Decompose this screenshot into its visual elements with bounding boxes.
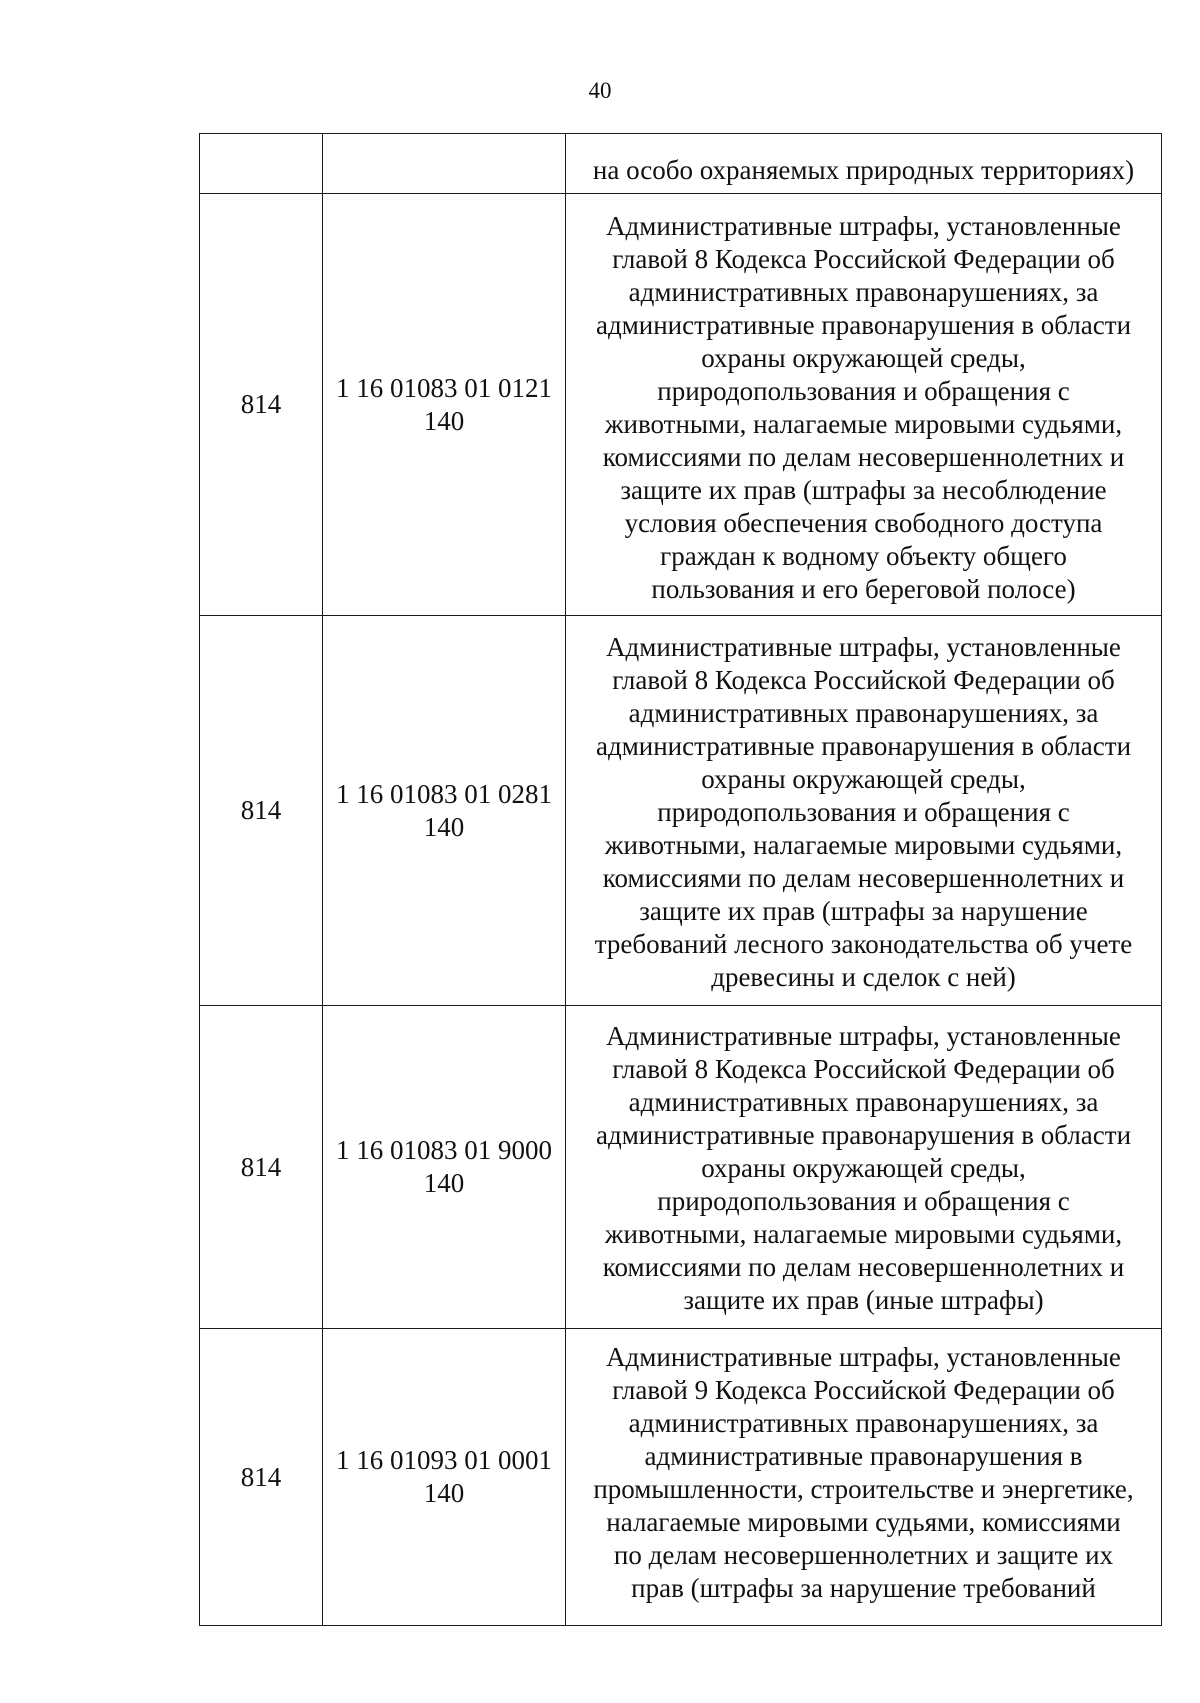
table-row (200, 616, 1162, 1006)
table-row (200, 194, 1162, 616)
table-row (200, 134, 1162, 194)
budget-code-cell: 1 16 01093 01 0001 140 (323, 1329, 566, 1626)
description-cell: Административные штрафы, установленные главой 9 Кодекса Российской Федерации об административных правонарушениях, за административные правонарушения в промышленности, строительстве и энергетике, налагаемые мировыми судьями, комиссиями по делам несовершеннолетних и защите их прав (штрафы за нарушение требований (566, 1329, 1162, 1626)
admin-code-cell: 814 (200, 1006, 323, 1329)
budget-code-cell: 1 16 01083 01 9000 140 (323, 1006, 566, 1329)
budget-code-cell (323, 134, 566, 194)
page-number: 40 (588, 78, 612, 103)
table-row (200, 1329, 1162, 1626)
description-cell: Административные штрафы, установленные главой 8 Кодекса Российской Федерации об административных правонарушениях, за административные правонарушения в области охраны окружающей среды, природопользования и обращения с животными, налагаемые мировыми судьями, комиссиями по делам несовершеннолетних и защите их прав (иные штрафы) (566, 1006, 1162, 1329)
table-row (200, 1006, 1162, 1329)
budget-code-cell: 1 16 01083 01 0281 140 (323, 616, 566, 1006)
admin-code-cell: 814 (200, 194, 323, 616)
description-cell: Административные штрафы, установленные главой 8 Кодекса Российской Федерации об административных правонарушениях, за административные правонарушения в области охраны окружающей среды, природопользования и обращения с животными, налагаемые мировыми судьями, комиссиями по делам несовершеннолетних и защите их прав (штрафы за нарушение требований лесного законодательства об учете древесины и сделок с ней) (566, 616, 1162, 1006)
description-cell: на особо охраняемых природных территориях) (566, 134, 1162, 194)
admin-code-cell: 814 (200, 616, 323, 1006)
revenue-codes-table (199, 133, 1162, 1626)
budget-code-cell: 1 16 01083 01 0121 140 (323, 194, 566, 616)
admin-code-cell (200, 134, 323, 194)
admin-code-cell: 814 (200, 1329, 323, 1626)
description-cell: Административные штрафы, установленные главой 8 Кодекса Российской Федерации об административных правонарушениях, за административные правонарушения в области охраны окружающей среды, природопользования и обращения с животными, налагаемые мировыми судьями, комиссиями по делам несовершеннолетних и защите их прав (штрафы за несоблюдение условия обеспечения свободного доступа граждан к водному объекту общего пользования и его береговой полосе) (566, 194, 1162, 616)
